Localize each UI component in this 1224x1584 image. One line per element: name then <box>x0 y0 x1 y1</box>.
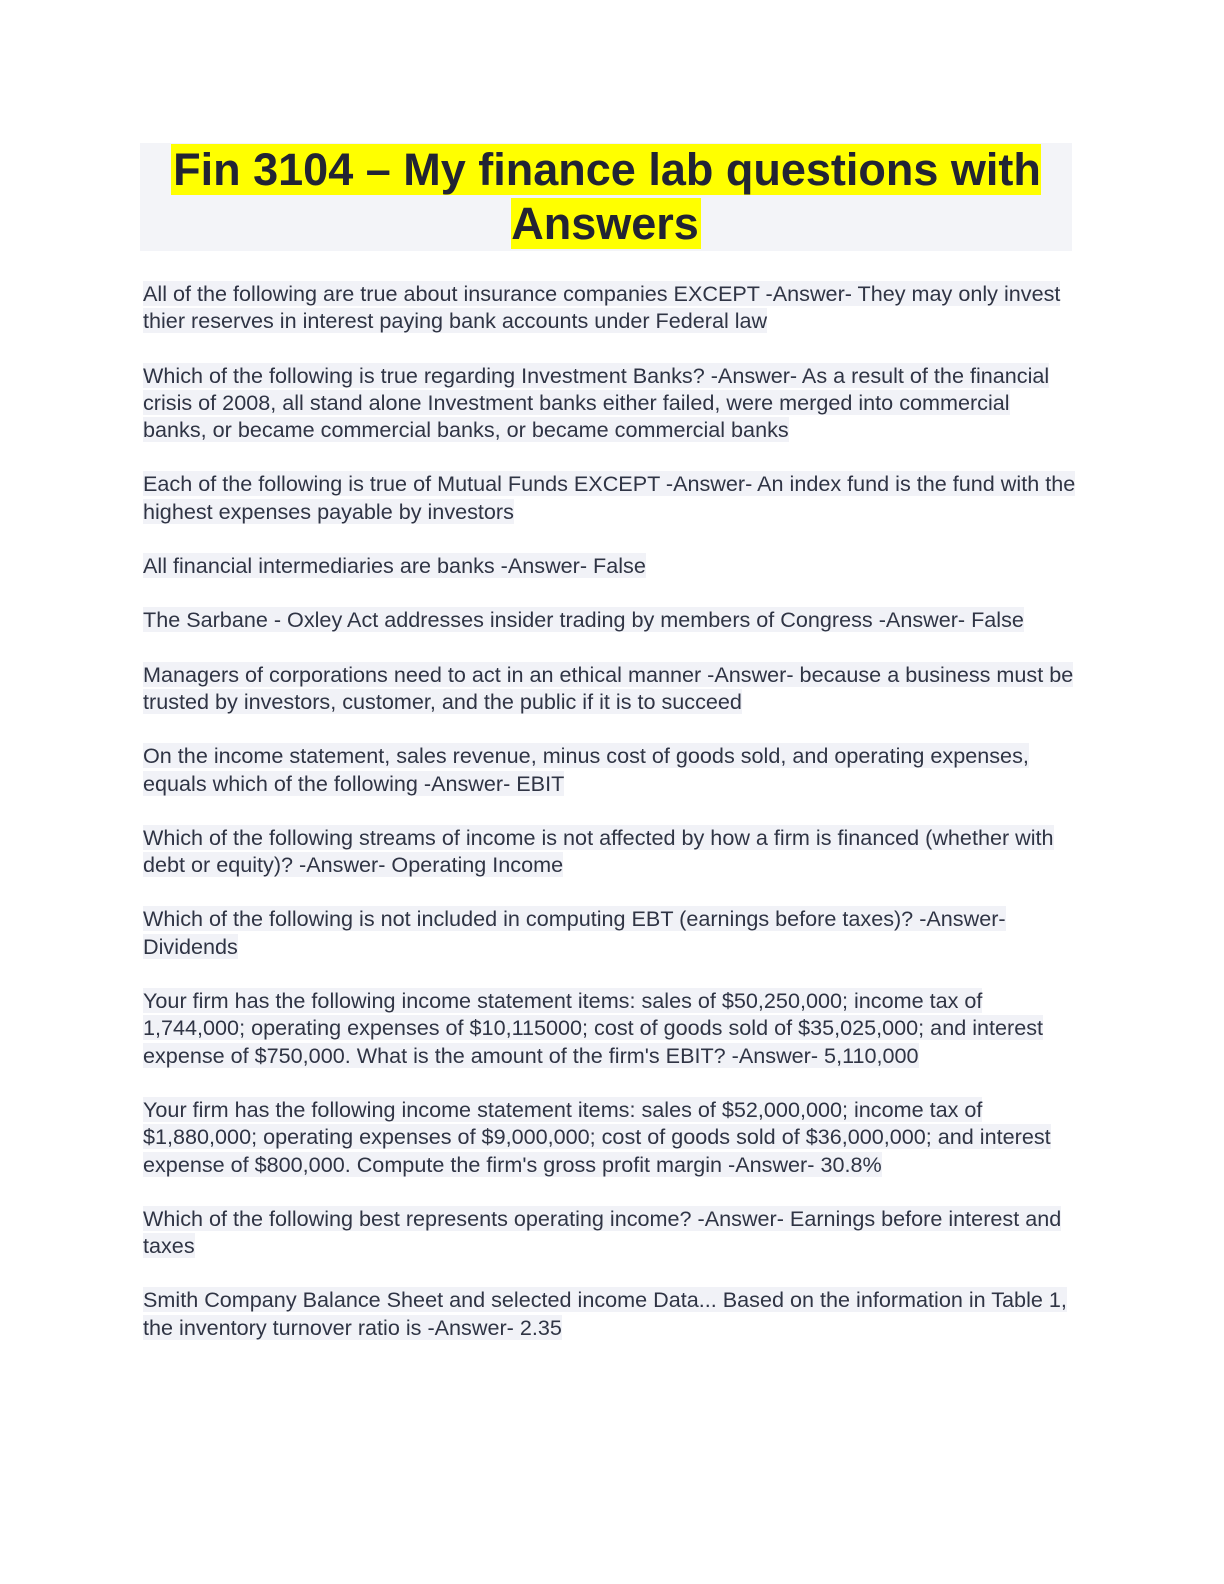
qa-item <box>143 1286 1078 1341</box>
qa-text: Smith Company Balance Sheet and selected income Data... Based on the information in Table 1, the inventory turnover ratio is -Answer- 2.35 <box>143 1287 1067 1340</box>
qa-item <box>143 1096 1078 1178</box>
title-block <box>140 143 1072 251</box>
page-title-text: Fin 3104 – My finance lab questions with Answers <box>173 144 1041 249</box>
qa-item <box>143 987 1078 1069</box>
qa-text: Managers of corporations need to act in an ethical manner -Answer- because a business must be trusted by investors, customer, and the public if it is to succeed <box>143 661 1074 714</box>
qa-text: Which of the following is true regarding Investment Banks? -Answer- As a result of the financial crisis of 2008, all stand alone Investment banks either failed, were merged into commercial banks, or became commercial banks, or became commercial banks <box>143 362 1050 443</box>
qa-item <box>143 552 1078 579</box>
qa-text: All of the following are true about insurance companies EXCEPT -Answer- They may only invest thier reserves in interest paying bank accounts under Federal law <box>143 281 1061 334</box>
qa-text: Your firm has the following income statement items: sales of $50,250,000; income tax of 1,744,000; operating expenses of $10,115000; cost of goods sold of $35,025,000; and interest expense of $750,000. What is the amount of the firm's EBIT? -Answer- 5,110,000 <box>143 988 1044 1068</box>
qa-item <box>143 661 1078 716</box>
qa-list <box>143 280 1078 1368</box>
qa-item <box>143 742 1078 797</box>
qa-item <box>143 470 1078 525</box>
qa-item <box>143 905 1078 960</box>
qa-text: Your firm has the following income statement items: sales of $52,000,000; income tax of $1,880,000; operating expenses of $9,000,000; cost of goods sold of $36,000,000; and interest expense of $800,000. Compute the firm's gross profit margin -Answer- 30.8% <box>143 1096 1051 1177</box>
qa-text: Which of the following streams of income is not affected by how a firm is financed (whether with debt or equity)? -Answer- Operating Income <box>143 824 1054 878</box>
page-title <box>140 143 1072 251</box>
qa-item <box>143 1205 1078 1260</box>
qa-text: Which of the following is not included in computing EBT (earnings before taxes)? -Answer- Dividends <box>143 906 1006 959</box>
qa-item <box>143 362 1078 444</box>
qa-text: Which of the following best represents operating income? -Answer- Earnings before interest and taxes <box>143 1205 1062 1259</box>
qa-text: Each of the following is true of Mutual Funds EXCEPT -Answer- An index fund is the fund with the highest expenses payable by investors <box>143 471 1076 524</box>
qa-item <box>143 606 1078 633</box>
qa-item <box>143 280 1078 335</box>
qa-item <box>143 824 1078 879</box>
qa-text: All financial intermediaries are banks -Answer- False <box>143 553 646 579</box>
qa-text: On the income statement, sales revenue, minus cost of goods sold, and operating expenses, equals which of the following -Answer- EBIT <box>143 743 1029 796</box>
qa-text: The Sarbane - Oxley Act addresses insider trading by members of Congress -Answer- False <box>143 607 1024 633</box>
